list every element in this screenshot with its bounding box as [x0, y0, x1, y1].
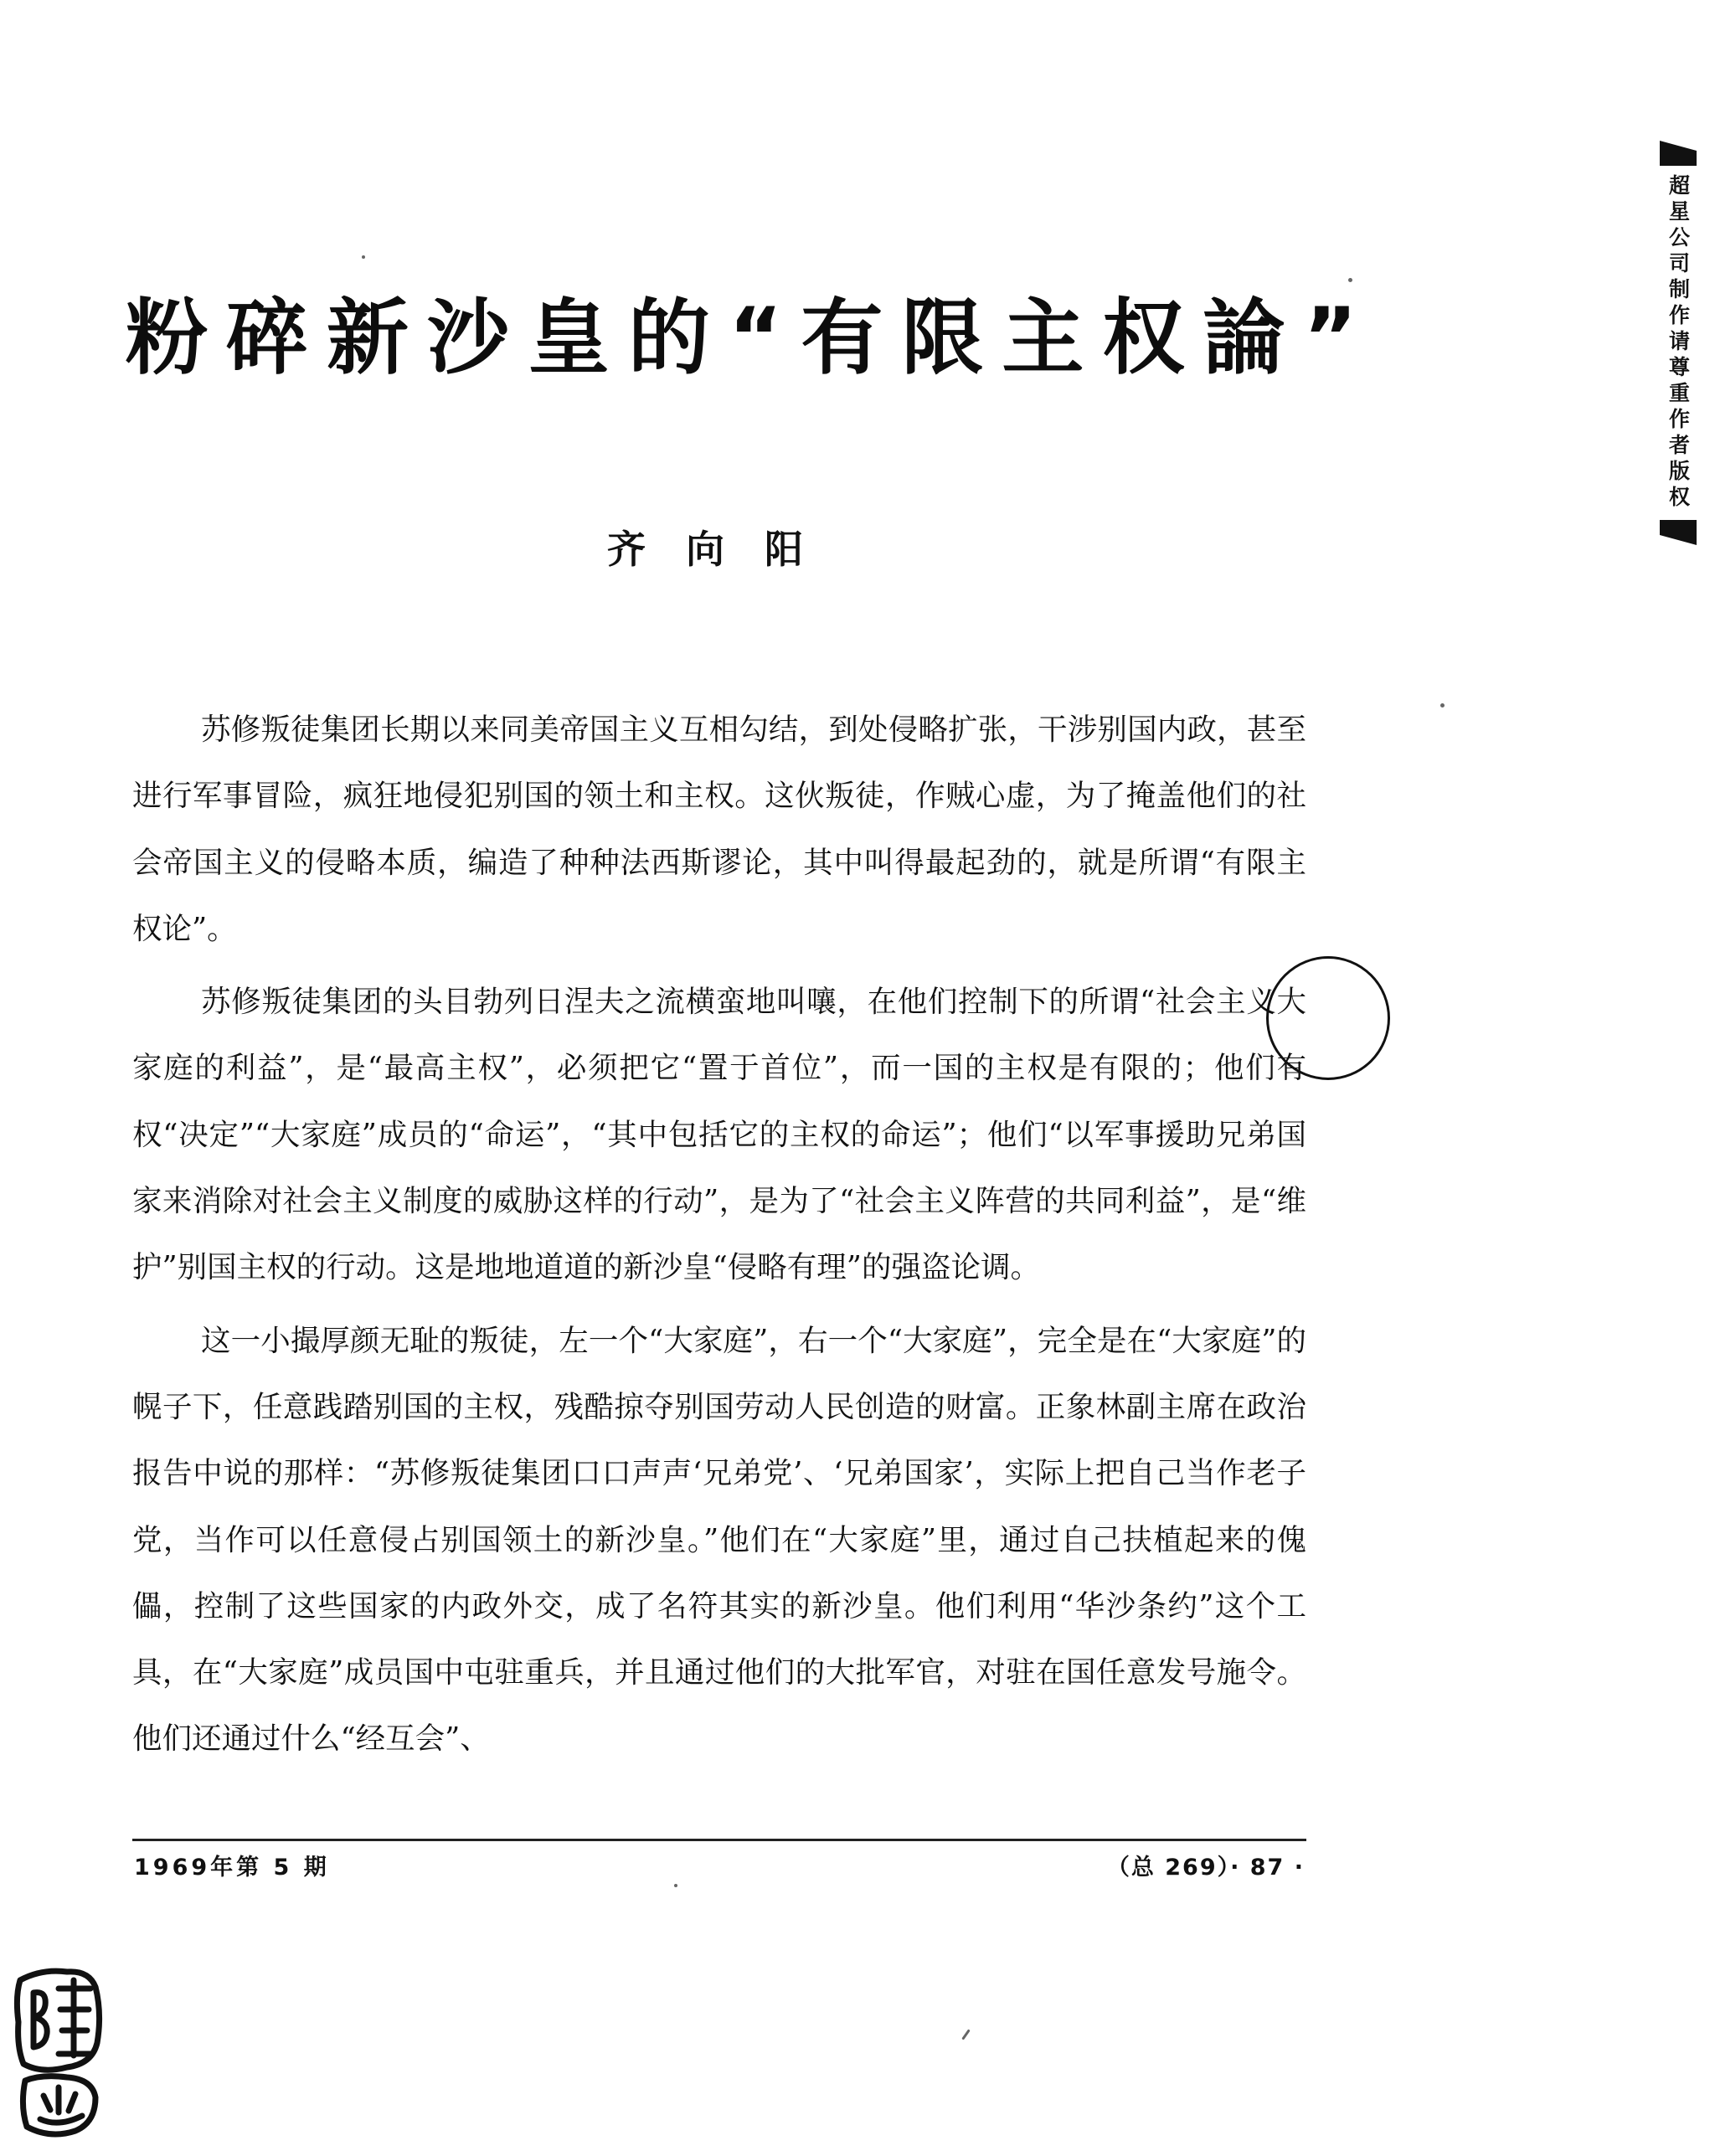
scan-speck	[674, 1884, 677, 1887]
author-name: 齐向阳	[607, 527, 843, 572]
article-title: 粉碎新沙皇的“有限主权論”	[126, 291, 1376, 386]
scan-speck	[1440, 703, 1445, 708]
page-number: （总 269）· 87 ·	[1106, 1855, 1305, 1881]
paragraph-3: 这一小撮厚颜无耻的叛徒，左一个“大家庭”，右一个“大家庭”，完全是在“大家庭”的幌子下，任意践踏别国的主权，残酷掠夺别国劳动人民创造的财富。正象林副主席在政治报告中说的那样：“苏修叛徒集团口口声声‘兄弟党’、‘兄弟国家’，实际上把自己当作老子党，当作可以任意侵占别国领土的新沙皇。”他们在“大家庭”里，通过自己扶植起来的傀儡，控制了这些国家的内政外交，成了名符其实的新沙皇。他们利用“华沙条约”这个工具，在“大家庭”成员国中屯驻重兵，并且通过他们的大批军官，对驻在国任意发号施令。他们还通过什么“经互会”、	[132, 1323, 1306, 1757]
paragraph-2: 苏修叛徒集团的头目勃列日涅夫之流横蛮地叫嚷，在他们控制下的所谓“社会主义大家庭的利益”，是“最高主权”，必须把它“置于首位”，而一国的主权是有限的；他们有权“决定”“大家庭”成员的“命运”，“其中包括它的主权的命运”；他们“以军事援助兄弟国家来消除对社会主义制度的威胁这样的行动”，是为了“社会主义阵营的共同利益”，是“维护”别国主权的行动。这是地地道道的新沙皇“侵略有理”的强盗论调。	[132, 985, 1306, 1285]
copyright-notice	[1660, 141, 1697, 545]
scan-speck	[362, 255, 365, 259]
scan-speck	[961, 2029, 970, 2040]
footer-rule	[132, 1839, 1306, 1841]
scan-speck	[1348, 278, 1352, 282]
copyright-notice-text: 超星公司制作请尊重作者版权	[1666, 174, 1691, 512]
article-body	[132, 697, 1306, 1773]
notice-bar-bottom	[1660, 520, 1697, 545]
issue-label: 1969年第 5 期	[134, 1855, 330, 1881]
hand-drawn-circle	[1266, 956, 1390, 1080]
paragraph-1: 苏修叛徒集团长期以来同美帝国主义互相勾结，到处侵略扩张，干涉别国内政，甚至进行军事冒险，疯狂地侵犯别国的领土和主权。这伙叛徒，作贼心虚，为了掩盖他们的社会帝国主义的侵略本质，编造了种种法西斯谬论，其中叫得最起劲的，就是所谓“有限主权论”。	[132, 713, 1306, 946]
library-seal-stamp	[8, 1963, 107, 2143]
notice-bar-top	[1660, 141, 1697, 166]
